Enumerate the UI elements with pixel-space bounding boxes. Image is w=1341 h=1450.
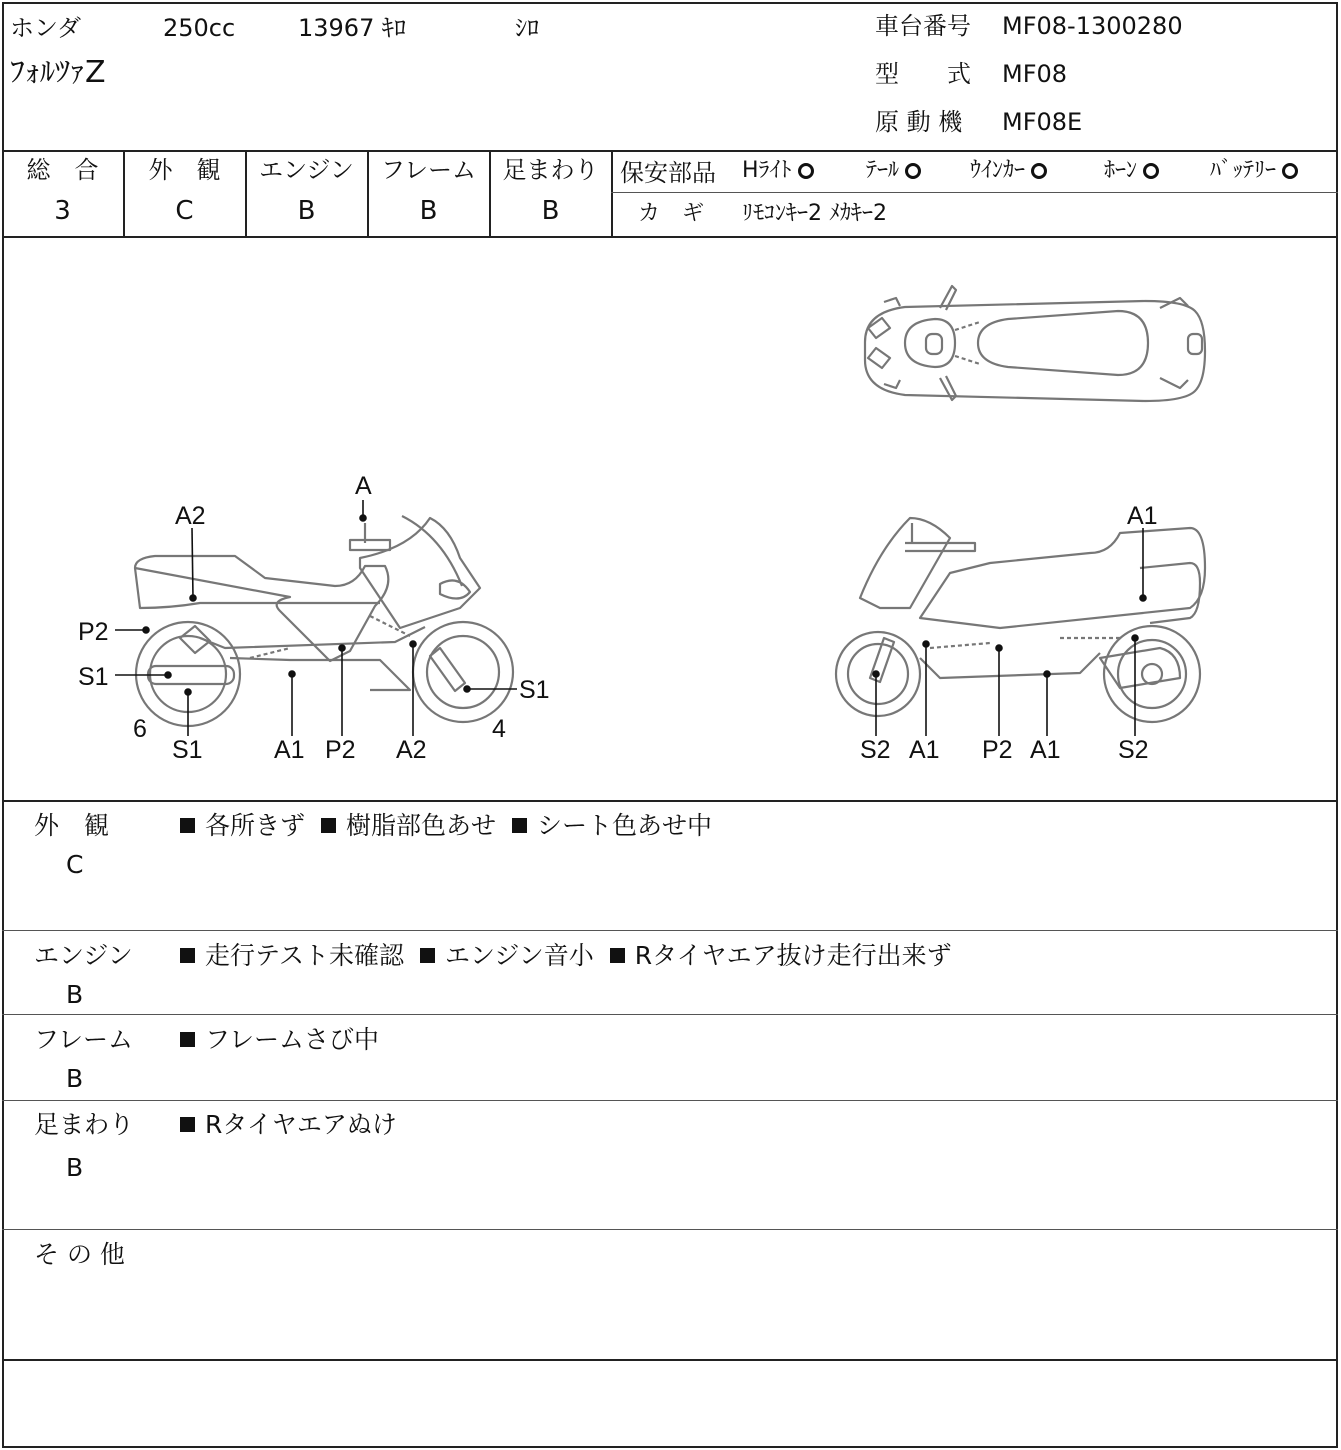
bullet-square-icon bbox=[180, 948, 195, 963]
label-p2-left: P2 bbox=[78, 618, 109, 646]
type-label: 型 式 bbox=[875, 60, 971, 88]
suspension-grade: B bbox=[541, 196, 560, 226]
type-value: MF08 bbox=[1002, 60, 1068, 88]
remark-label-engine: エンジン bbox=[34, 941, 133, 970]
divider bbox=[2, 800, 1338, 802]
label-p2: P2 bbox=[325, 736, 356, 764]
label-a2: A2 bbox=[396, 736, 427, 764]
damage-diagram bbox=[0, 238, 1341, 800]
label-a1-top: A1 bbox=[1127, 502, 1158, 530]
engine-grade-label: エンジン bbox=[259, 156, 354, 184]
frame-grade: B bbox=[419, 196, 438, 226]
remark-notes-suspension: Rタイヤエアぬけ bbox=[180, 1112, 413, 1137]
keys-value: ﾘﾓｺﾝｷｰ2 ﾒｶｷｰ2 bbox=[742, 201, 887, 226]
remark-label-exterior: 外 観 bbox=[34, 811, 110, 840]
ok-circle-icon bbox=[905, 163, 921, 179]
label-four: 4 bbox=[492, 715, 506, 743]
remark-grade-exterior: C bbox=[66, 850, 84, 879]
remark-grade-suspension: B bbox=[66, 1153, 84, 1182]
remark-label-other: そ の 他 bbox=[34, 1240, 125, 1269]
exterior-grade: C bbox=[175, 196, 194, 226]
label-s1-bottom: S1 bbox=[172, 736, 203, 764]
label-a2-top: A2 bbox=[175, 502, 206, 530]
engine-label: 原 動 機 bbox=[875, 108, 963, 136]
safety-item-battery: ﾊﾞｯﾃﾘｰ bbox=[1210, 160, 1298, 182]
divider bbox=[611, 150, 613, 236]
bullet-square-icon bbox=[512, 818, 527, 833]
divider bbox=[2, 1359, 1338, 1361]
engine-value: MF08E bbox=[1002, 108, 1083, 136]
scooter-top-view bbox=[865, 286, 1205, 401]
overall-label: 総 合 bbox=[26, 156, 99, 184]
scooter-right-side bbox=[836, 518, 1205, 722]
label-s2-right: S2 bbox=[1118, 736, 1149, 764]
label-p2-right: P2 bbox=[982, 736, 1013, 764]
safety-item-headlight: Hﾗｲﾄ bbox=[742, 160, 814, 182]
remark-notes-engine: 走行テスト未確認 エンジン音小 Rタイヤエア抜け走行出来ず bbox=[180, 943, 968, 968]
color: ｼﾛ bbox=[515, 14, 539, 42]
bullet-square-icon bbox=[420, 948, 435, 963]
exterior-label: 外 観 bbox=[148, 156, 221, 184]
label-a: A bbox=[355, 472, 372, 500]
safety-item-winker: ｳｲﾝｶｰ bbox=[970, 160, 1047, 182]
frame-no: MF08-1300280 bbox=[1002, 12, 1183, 40]
bullet-square-icon bbox=[180, 818, 195, 833]
remark-label-suspension: 足まわり bbox=[34, 1110, 135, 1139]
safety-item-horn: ﾎｰﾝ bbox=[1104, 160, 1159, 182]
label-six: 6 bbox=[133, 715, 147, 743]
bullet-square-icon bbox=[610, 948, 625, 963]
ok-circle-icon bbox=[798, 163, 814, 179]
divider bbox=[2, 150, 1338, 152]
suspension-grade-label: 足まわり bbox=[502, 156, 599, 184]
bullet-square-icon bbox=[180, 1032, 195, 1047]
remark-label-frame: フレーム bbox=[34, 1025, 134, 1054]
mileage: 13967 ｷﾛ bbox=[298, 14, 406, 42]
remark-grade-frame: B bbox=[66, 1064, 84, 1093]
label-a1: A1 bbox=[274, 736, 305, 764]
remark-grade-engine: B bbox=[66, 980, 84, 1009]
keys-label: カ ギ bbox=[638, 201, 705, 226]
remark-notes-exterior: 各所きず 樹脂部色あせ シート色あせ中 bbox=[180, 813, 728, 838]
divider bbox=[2, 930, 1338, 931]
label-a1-a: A1 bbox=[909, 736, 940, 764]
model-name: ﾌｫﾙﾂｧZ bbox=[10, 55, 106, 90]
bullet-square-icon bbox=[180, 1117, 195, 1132]
ok-circle-icon bbox=[1282, 163, 1298, 179]
overall-grade: 3 bbox=[54, 196, 71, 226]
safety-parts-label: 保安部品 bbox=[620, 159, 716, 187]
remark-notes-frame: フレームさび中 bbox=[180, 1027, 395, 1052]
engine-grade: B bbox=[297, 196, 316, 226]
ok-circle-icon bbox=[1143, 163, 1159, 179]
bullet-square-icon bbox=[321, 818, 336, 833]
divider bbox=[2, 1014, 1338, 1015]
divider bbox=[2, 1229, 1338, 1230]
frame-grade-label: フレーム bbox=[380, 156, 477, 184]
ok-circle-icon bbox=[1031, 163, 1047, 179]
maker: ホンダ bbox=[10, 14, 82, 42]
label-a1-b: A1 bbox=[1030, 736, 1061, 764]
label-s2-left: S2 bbox=[860, 736, 891, 764]
divider bbox=[611, 192, 1338, 193]
label-s1-left: S1 bbox=[78, 663, 109, 691]
label-s1-right: S1 bbox=[519, 676, 550, 704]
safety-item-tail: ﾃｰﾙ bbox=[866, 160, 921, 182]
displacement: 250cc bbox=[163, 14, 236, 42]
frame-no-label: 車台番号 bbox=[875, 12, 971, 40]
divider bbox=[2, 1100, 1338, 1101]
